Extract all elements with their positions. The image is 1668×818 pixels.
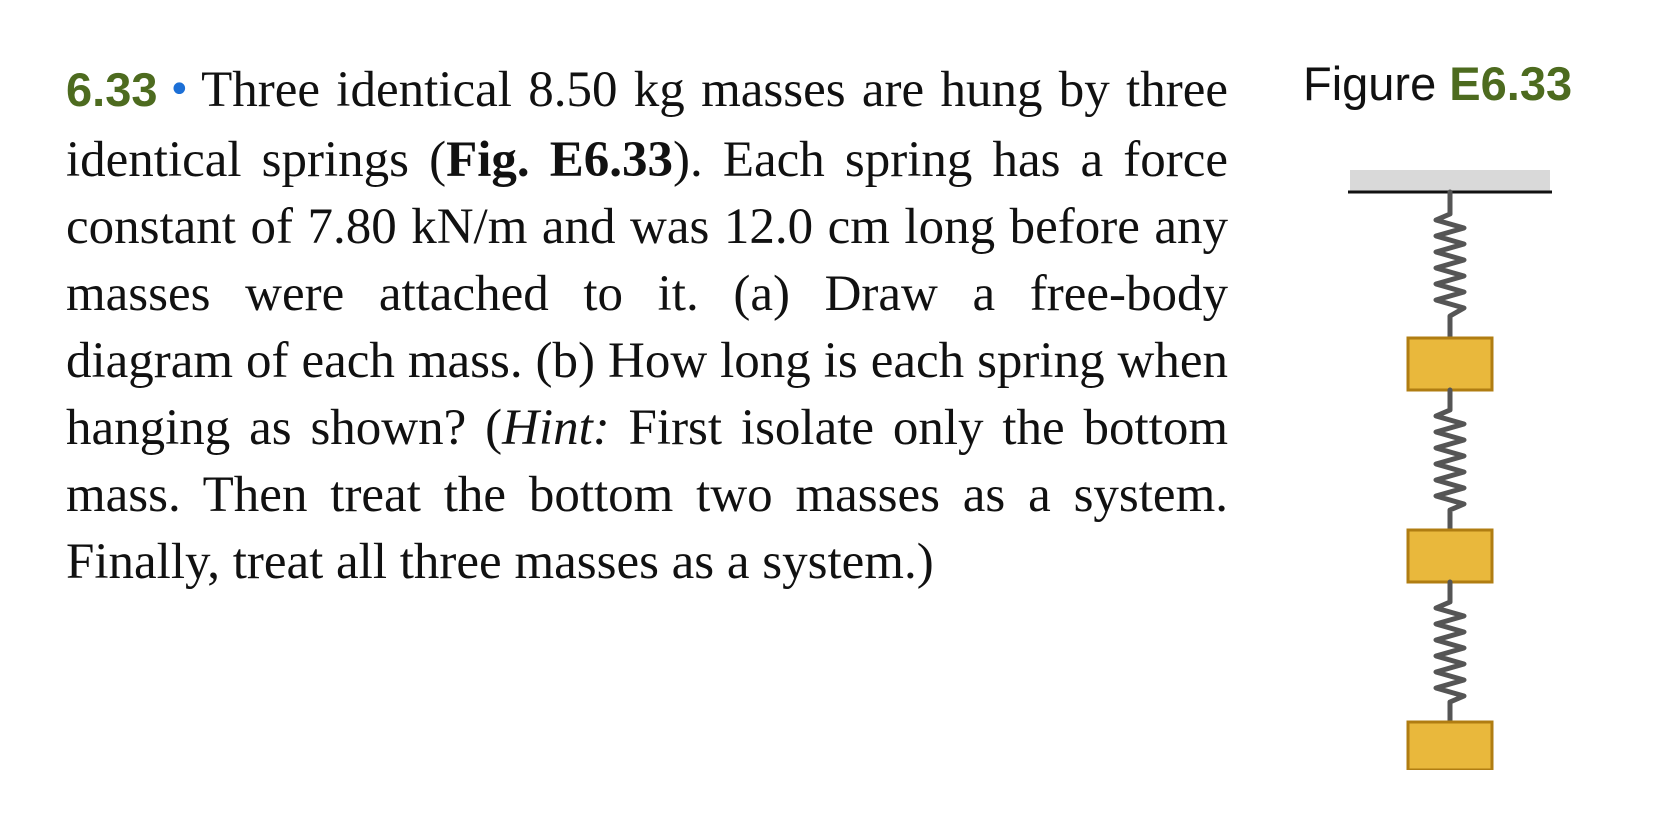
mass-1 (1408, 338, 1492, 390)
hint-label: Hint: (502, 400, 610, 456)
figure-reference: Fig. E6.33 (446, 132, 674, 188)
problem-text (66, 56, 1228, 596)
ceiling-hatch (1350, 170, 1550, 192)
problem-number: 6.33 (66, 63, 158, 116)
figure-caption (1303, 56, 1572, 111)
problem-text-part-3: First isolate only the bottom mass. Then treat the bottom two masses as a system. Finally, treat all three masses as a system.) (66, 400, 1228, 590)
mass-3 (1408, 722, 1492, 770)
bullet-icon: • (167, 67, 192, 113)
figure-caption-id: E6.33 (1449, 57, 1573, 110)
spring-1 (1436, 192, 1464, 338)
spring-3 (1436, 582, 1464, 722)
spring-mass-figure (1340, 170, 1560, 770)
spring-2 (1436, 390, 1464, 530)
mass-2 (1408, 530, 1492, 582)
problem-text-part-1: Three identical 8.50 kg masses are hung by three identical springs ( (66, 62, 1228, 188)
problem-text-part-2: ). Each spring has a force constant of 7.80 kN/m and was 12.0 cm long before any masses were attached to it. (a) Draw a free-body diagram of each mass. (b) How long is each spring when hanging as shown? ( (66, 132, 1228, 456)
figure-caption-prefix: Figure (1303, 57, 1437, 110)
